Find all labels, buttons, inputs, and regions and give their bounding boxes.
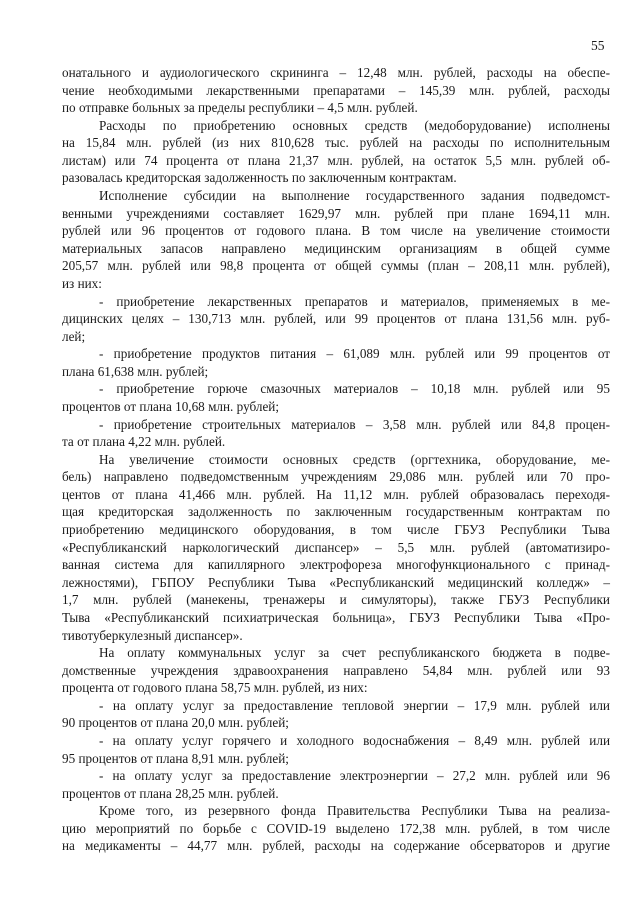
paragraph	[62, 767, 610, 802]
text-line: приобретению медицинского оборудования, в том числе ГБУЗ Республики Тыва	[62, 522, 610, 538]
paragraph	[62, 697, 610, 732]
text-line: Расходы по приобретению основных средств (медоборудование) исполнены	[99, 117, 610, 133]
text-line: Тыва «Республиканский психиатрическая больница», ГБУЗ Республики Тыва «Про-	[62, 609, 610, 625]
text-line: 205,57 млн. рублей или 98,8 процента от общей суммы (план – 208,11 млн. рублей),	[62, 258, 610, 274]
text-line: центов от плана 41,466 млн. рублей. На 11,12 млн. рублей образовалась переходя-	[62, 486, 610, 502]
text-line: - приобретение строительных материалов – 3,58 млн. рублей или 84,8 процен-	[99, 416, 610, 432]
text-line: домственные учреждения здравоохранения направлено 54,84 млн. рублей или 93	[62, 662, 610, 678]
text-line: На оплату коммунальных услуг за счет республиканского бюджета в подве-	[99, 645, 610, 661]
text-line: процентов от плана 28,25 млн. рублей.	[62, 785, 279, 801]
text-line: - приобретение лекарственных препаратов и материалов, применяемых в ме-	[99, 293, 610, 309]
text-line: На увеличение стоимости основных средств (оргтехника, оборудование, ме-	[99, 451, 610, 467]
paragraph	[62, 644, 610, 697]
text-line: листам) или 74 процента от плана 21,37 млн. рублей, на остаток 5,5 млн. рублей об-	[62, 152, 610, 168]
text-line: по отправке больных за пределы республики – 4,5 млн. рублей.	[62, 100, 418, 116]
text-line: - приобретение продуктов питания – 61,089 млн. рублей или 99 процентов от	[99, 346, 610, 362]
text-line: цию мероприятий по борьбе с COVID-19 выделено 172,38 млн. рублей, в том числе	[62, 820, 610, 836]
paragraph	[62, 345, 610, 380]
text-line: разовалась кредиторская задолженность по заключенным контрактам.	[62, 170, 457, 186]
text-line: «Республиканский наркологический диспансер» – 5,5 млн. рублей (автоматизиро-	[62, 539, 610, 555]
body-text	[62, 64, 610, 855]
text-line: Исполнение субсидии на выполнение государственного задания подведомст-	[99, 188, 610, 204]
paragraph	[62, 451, 610, 644]
paragraph	[62, 187, 610, 292]
text-line: та от плана 4,22 млн. рублей.	[62, 434, 226, 450]
text-line: лей;	[62, 328, 86, 344]
text-line: - на оплату услуг за предоставление электроэнергии – 27,2 млн. рублей или 96	[99, 768, 610, 784]
text-line: процента от годового плана 58,75 млн. рублей, из них:	[62, 680, 368, 696]
text-line: 90 процентов от плана 20,0 млн. рублей;	[62, 715, 289, 731]
paragraph	[62, 416, 610, 451]
paragraph	[62, 117, 610, 187]
text-line: дицинских целях – 130,713 млн. рублей, или 99 процентов от плана 131,56 млн. руб-	[62, 311, 610, 327]
paragraph	[62, 380, 610, 415]
text-line: ванная система для капиллярного электрофореза многофункционального с принад-	[62, 557, 610, 573]
paragraph	[62, 293, 610, 346]
text-line: венными учреждениями составляет 1629,97 млн. рублей при плане 1694,11 млн.	[62, 205, 610, 221]
text-line: Кроме того, из резервного фонда Правительства Республики Тыва на реализа-	[99, 803, 610, 819]
text-line: рублей или 96 процентов от годового плана. В том числе на увеличение стоимости	[62, 223, 610, 239]
text-line: тивотуберкулезный диспансер».	[62, 627, 243, 643]
paragraph	[62, 732, 610, 767]
text-line: на медикаменты – 44,77 млн. рублей, расходы на содержание обсерваторов и другие	[62, 838, 610, 854]
text-line: онатального и аудиологического скрининга – 12,48 млн. рублей, расходы на обеспе-	[62, 65, 610, 80]
text-line: материальных запасов направлено медицинским организациям в общей сумме	[62, 240, 610, 256]
text-line: 95 процентов от плана 8,91 млн. рублей;	[62, 750, 289, 766]
text-line: - приобретение горюче смазочных материалов – 10,18 млн. рублей или 95	[99, 381, 610, 397]
text-line: - на оплату услуг за предоставление тепловой энергии – 17,9 млн. рублей или	[99, 697, 610, 713]
text-line: бель) направлено подведомственным учреждениям 29,086 млн. рублей или 70 про-	[62, 469, 610, 485]
text-line: из них:	[62, 275, 102, 291]
text-line: на 15,84 млн. рублей (из них 810,628 тыс. рублей на расходы по исполнительным	[62, 135, 610, 151]
text-line: лежностями), ГБПОУ Республики Тыва «Республиканский медицинский колледж» –	[62, 574, 610, 590]
text-line: 1,7 млн. рублей (манекены, тренажеры и симуляторы), также ГБУЗ Республики	[62, 592, 610, 608]
text-line: щая кредиторская задолженность по заключенным государственным контрактам по	[62, 504, 610, 520]
paragraph	[62, 64, 610, 117]
page-number: 55	[591, 38, 605, 53]
paragraph	[62, 802, 610, 855]
text-line: плана 61,638 млн. рублей;	[62, 363, 209, 379]
text-line: - на оплату услуг горячего и холодного водоснабжения – 8,49 млн. рублей или	[99, 732, 610, 748]
text-line: чение необходимыми лекарственными препаратами – 145,39 млн. рублей, расходы	[62, 82, 610, 98]
text-line: процентов от плана 10,68 млн. рублей;	[62, 398, 280, 414]
